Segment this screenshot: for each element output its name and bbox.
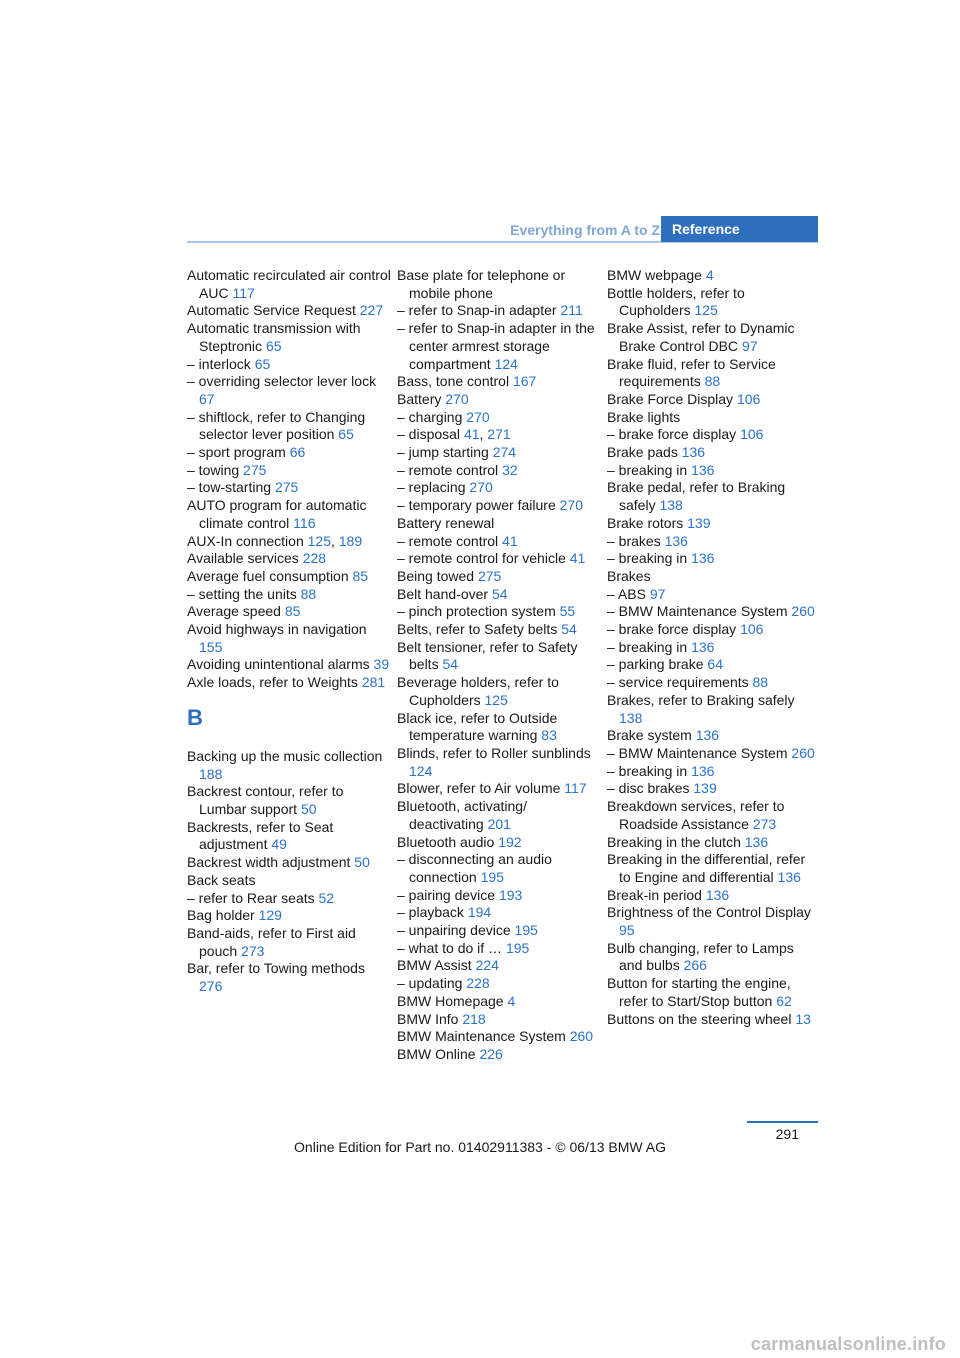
index-entry — [397, 639, 602, 674]
page-reference-link[interactable]: 83 — [541, 727, 557, 744]
page-reference-link[interactable]: 136 — [691, 461, 715, 478]
index-entry-text: – tow-starting — [187, 479, 272, 496]
index-column-2 — [397, 267, 602, 1064]
index-entry — [187, 444, 392, 462]
index-entry-text: Brake rotors — [607, 514, 684, 531]
page-reference-link[interactable]: 13 — [795, 1010, 811, 1027]
index-entry — [607, 674, 819, 692]
index-entry-text: Base plate for telephone or mobile phone — [397, 267, 566, 301]
page-reference-link[interactable]: 124 — [409, 762, 433, 779]
index-entry — [607, 550, 819, 568]
index-entry-text: Brake Force Display — [607, 390, 734, 407]
index-entry-text: Backrests, refer to Seat adjustment — [187, 818, 334, 853]
index-entry-text: Brake system — [607, 727, 692, 744]
page-reference-link[interactable]: 97 — [649, 585, 666, 602]
index-entry-text: Axle loads, refer to Weights — [187, 674, 358, 691]
index-entry — [187, 872, 392, 890]
index-entry — [397, 851, 602, 886]
page-reference-link[interactable]: 136 — [777, 868, 801, 885]
page-reference-link[interactable]: 271 — [487, 426, 511, 443]
page-reference-link[interactable]: 136 — [744, 833, 769, 850]
page-reference-link[interactable]: 106 — [740, 426, 764, 443]
index-entry — [397, 957, 602, 975]
page-reference-link[interactable]: 95 — [619, 922, 635, 939]
page-reference-link[interactable]: 275 — [477, 567, 502, 584]
index-entry — [607, 851, 819, 886]
page-reference-link[interactable]: 136 — [705, 886, 730, 903]
index-entry-text: – remote control — [397, 461, 499, 478]
index-entry-text: Bulb changing, refer to Lamps and bulbs — [607, 939, 794, 974]
index-entry-text: – refer to Rear seats — [187, 889, 315, 906]
index-entry — [397, 373, 602, 391]
index-entry — [397, 798, 602, 833]
index-entry — [607, 798, 819, 833]
page-reference-link[interactable]: 49 — [271, 836, 287, 853]
page-reference-link[interactable]: 270 — [559, 497, 583, 514]
index-entry-text: Belts, refer to Safety belts — [397, 621, 558, 638]
index-entry — [607, 763, 819, 781]
page-reference-link[interactable]: 201 — [487, 815, 511, 832]
page-reference-link[interactable]: 138 — [659, 497, 683, 514]
index-entry-text: Brake lights — [607, 408, 681, 425]
page-reference-link[interactable]: 194 — [467, 904, 492, 921]
index-entry — [607, 479, 819, 514]
index-entry-text: Backrest width adjustment — [187, 854, 351, 871]
index-entry — [187, 783, 392, 818]
index-entry — [397, 409, 602, 427]
index-entry — [397, 1046, 602, 1064]
index-entry — [607, 834, 819, 852]
index-entry-text: Brake pedal, refer to Braking safely — [607, 479, 786, 514]
page-reference-link[interactable]: 276 — [199, 978, 223, 995]
index-entry-text: BMW webpage — [607, 267, 702, 283]
index-entry — [607, 887, 819, 905]
index-entry-text: Buttons on the steering wheel — [607, 1010, 792, 1027]
page-reference-link[interactable]: 88 — [704, 373, 721, 390]
index-entry — [397, 497, 602, 515]
page-reference-link[interactable]: 195 — [505, 939, 530, 956]
index-entry-text: Battery — [397, 390, 442, 407]
index-entry — [187, 907, 392, 925]
page-number: 291 — [775, 1126, 799, 1142]
index-entry-text: – pairing device — [397, 886, 496, 903]
page-reference-link[interactable]: 260 — [791, 603, 815, 620]
page-reference-link[interactable]: 260 — [569, 1028, 594, 1045]
page-reference-link[interactable]: 50 — [300, 800, 317, 817]
page-reference-link[interactable]: 97 — [741, 337, 758, 354]
page-reference-link[interactable]: 195 — [514, 922, 538, 939]
index-entry — [397, 444, 602, 462]
page-reference-link[interactable]: 32 — [502, 461, 518, 478]
page-reference-link[interactable]: 55 — [559, 603, 576, 620]
index-entry-text: – refer to Snap-in adapter in the center armrest storage compartment — [397, 320, 595, 372]
index-entry — [397, 515, 602, 533]
index-entry — [607, 745, 819, 763]
index-entry — [397, 940, 602, 958]
page-reference-link[interactable]: 260 — [791, 744, 815, 761]
index-entry-text: – BMW Maintenance System — [607, 603, 788, 620]
page-reference-link[interactable]: 139 — [693, 780, 717, 797]
index-entry-text: – overriding selector lever lock — [187, 373, 377, 390]
index-entry-text: – updating — [397, 975, 463, 992]
index-entry-text: – breaking in — [607, 638, 688, 655]
page-reference-link[interactable]: 167 — [512, 373, 537, 390]
index-entry-text: Band-aids, refer to First aid pouch — [187, 924, 356, 959]
index-entry — [397, 603, 602, 621]
index-entry-text: Button for starting the engine, refer to Start/Stop button — [607, 975, 791, 1009]
index-entry — [397, 586, 602, 604]
index-entry — [607, 692, 819, 727]
index-entry — [607, 780, 819, 798]
index-entry — [187, 925, 392, 960]
index-entry-text: – remote control for vehicle — [397, 550, 566, 567]
page-reference-link[interactable]: 54 — [442, 656, 459, 673]
section-tab-reference[interactable]: Reference — [661, 216, 818, 242]
index-entry — [607, 356, 819, 391]
index-entry-text: – BMW Maintenance System — [607, 744, 788, 761]
page-reference-link[interactable]: 138 — [619, 709, 643, 726]
index-entry — [397, 533, 602, 551]
page-reference-link[interactable]: 54 — [561, 621, 577, 638]
watermark: carmanualsonline.info — [750, 1334, 946, 1354]
index-entry-text: BMW Info — [397, 1010, 459, 1027]
index-entry — [397, 904, 602, 922]
page-reference-link[interactable]: 129 — [258, 907, 282, 924]
page-reference-link[interactable]: 125 — [694, 302, 718, 319]
page-reference-link[interactable]: 4 — [507, 992, 516, 1009]
index-entry — [187, 320, 392, 355]
page-reference-link[interactable]: 227 — [359, 302, 384, 319]
index-entry — [397, 674, 602, 709]
page-reference-link[interactable]: 124 — [494, 355, 518, 372]
index-entry — [607, 320, 819, 355]
index-entry-text: – service requirements — [607, 674, 749, 691]
page-reference-link[interactable]: 4 — [705, 267, 714, 283]
index-entry-text: – sport program — [187, 444, 286, 461]
index-entry-text: – breaking in — [607, 461, 688, 478]
index-entry — [607, 586, 819, 604]
index-entry-text: AUX-In connection — [187, 532, 304, 549]
index-entry — [397, 975, 602, 993]
index-entry — [187, 656, 392, 674]
page-reference-link[interactable]: 136 — [664, 532, 688, 549]
page-reference-link[interactable]: 117 — [232, 284, 255, 301]
index-entry — [187, 960, 392, 995]
index-entry — [397, 922, 602, 940]
page-reference-link[interactable]: 65 — [338, 426, 354, 443]
page-reference-link[interactable]: 85 — [352, 567, 369, 584]
index-column-3 — [607, 267, 819, 1028]
index-entry-text: Blinds, refer to Roller sunblinds — [397, 744, 591, 761]
index-entry — [397, 267, 602, 302]
index-entry-text: BMW Maintenance System — [397, 1028, 566, 1045]
index-entry — [397, 887, 602, 905]
index-entry-text: Bluetooth audio — [397, 833, 495, 850]
index-entry-text: – disconnecting an audio connection — [397, 851, 552, 885]
index-entry — [607, 515, 819, 533]
index-entry — [607, 267, 819, 285]
index-entry — [397, 834, 602, 852]
index-entry-text: Brake fluid, refer to Service requirements — [607, 355, 776, 390]
page-reference-link[interactable]: 270 — [466, 408, 490, 425]
index-entry-text: Avoiding unintentional alarms — [187, 656, 370, 673]
index-entry — [607, 285, 819, 320]
page-reference-link[interactable]: 136 — [691, 638, 715, 655]
page-reference-link[interactable]: 193 — [498, 886, 523, 903]
index-entry — [607, 444, 819, 462]
index-entry-text: BMW Homepage — [397, 992, 504, 1009]
index-entry-text: Bar, refer to Towing methods — [187, 960, 365, 977]
index-entry-text: – disc brakes — [607, 780, 690, 797]
index-entry-text: – disposal — [397, 426, 461, 443]
index-entry-text: – brake force display — [607, 426, 737, 443]
index-letter-heading: B — [187, 704, 203, 730]
page-reference-link[interactable]: 106 — [736, 390, 761, 407]
index-entry-text: BMW Assist — [397, 957, 472, 974]
index-entry — [397, 621, 602, 639]
page-reference-link[interactable]: 85 — [284, 603, 301, 620]
index-entry-text: Backrest contour, refer to Lumbar support — [187, 783, 344, 817]
page-reference-link[interactable]: 274 — [492, 444, 517, 461]
index-entry-text: Average speed — [187, 603, 281, 620]
index-entry — [607, 426, 819, 444]
index-entry-text: Bluetooth, activating/ deactivating — [397, 798, 527, 832]
page-reference-link[interactable]: 136 — [695, 727, 720, 744]
page-reference-link[interactable]: 88 — [300, 585, 317, 602]
index-entry — [397, 320, 602, 373]
page-reference-link[interactable]: 125 — [307, 532, 331, 549]
index-entry — [187, 890, 392, 908]
index-entry — [187, 568, 392, 586]
page-reference-link[interactable]: 195 — [480, 868, 504, 885]
index-entry — [187, 603, 392, 621]
index-entry-text: Automatic recirculated air control AUC — [187, 267, 391, 301]
index-entry — [397, 550, 602, 568]
index-entry-text: Breaking in the differential, refer to Engine and differential — [607, 851, 806, 885]
page-reference-link[interactable]: 270 — [445, 390, 469, 407]
index-entry-text: Belt hand-over — [397, 585, 489, 602]
page-reference-link[interactable]: 139 — [687, 514, 711, 531]
index-entry — [187, 748, 392, 783]
index-entry-text: Automatic transmission with Steptronic — [187, 320, 361, 354]
index-entry-text: – refer to Snap-in adapter — [397, 302, 557, 319]
index-entry: AUX-In connection 125, 189 — [187, 532, 363, 549]
index-entry — [187, 462, 392, 480]
page-reference-link[interactable]: 106 — [740, 621, 764, 638]
index-entry-text: Break-in period — [607, 886, 702, 903]
index-entry-text: – brakes — [607, 532, 661, 549]
page-reference-link[interactable]: 275 — [243, 461, 267, 478]
index-entry — [397, 993, 602, 1011]
index-entry — [187, 497, 392, 532]
index-entry-text: – breaking in — [607, 762, 688, 779]
index-entry — [187, 356, 392, 374]
page-reference-link[interactable]: 39 — [373, 656, 390, 673]
index-entry-text: – replacing — [397, 479, 466, 496]
index-entry — [607, 639, 819, 657]
index-entry — [187, 267, 392, 302]
index-entry-text: – shiftlock, refer to Changing selector lever position — [187, 408, 366, 443]
index-entry — [397, 302, 602, 320]
index-entry-text: Blower, refer to Air volume — [397, 780, 561, 797]
page-reference-link[interactable]: 64 — [707, 656, 723, 673]
index-entry — [397, 462, 602, 480]
index-entry — [607, 656, 819, 674]
page-reference-link[interactable]: 155 — [199, 638, 223, 655]
index-entry — [607, 391, 819, 409]
page-reference-link[interactable]: 41 — [502, 532, 518, 549]
index-entry-text: Brake Assist, refer to Dynamic Brake Control DBC — [607, 320, 795, 354]
page-reference-link[interactable]: 54 — [491, 585, 508, 602]
page-number-rule — [747, 1121, 818, 1123]
footer-edition-note: Online Edition for Part no. 01402911383 - © 06/13 BMW AG — [294, 1139, 666, 1155]
page-reference-link[interactable]: 136 — [681, 444, 706, 461]
page-reference-link[interactable]: 270 — [469, 479, 493, 496]
index-entry-text: Black ice, refer to Outside temperature warning — [397, 709, 558, 744]
page-reference-link[interactable]: 50 — [354, 854, 370, 871]
page-reference-link[interactable]: 228 — [466, 975, 490, 992]
index-column-1 — [187, 267, 392, 996]
index-entry-text: AUTO program for automatic climate control — [187, 497, 367, 531]
index-entry-text: Bass, tone control — [397, 373, 510, 390]
index-entry-text: – what to do if … — [397, 939, 503, 956]
index-entry-text: Bottle holders, refer to Cupholders — [607, 284, 745, 319]
index-entry-text: – charging — [397, 408, 463, 425]
index-entry — [397, 710, 602, 745]
index-entry: – disposal 41, 271 — [397, 426, 511, 443]
page-reference-link[interactable]: 88 — [752, 674, 769, 691]
page-reference-link[interactable]: 273 — [241, 942, 265, 959]
index-entry — [607, 568, 819, 586]
index-entry-text: – unpairing device — [397, 922, 511, 939]
index-entry-text: – parking brake — [607, 656, 704, 673]
page-reference-link[interactable]: 125 — [484, 691, 508, 708]
page-reference-link[interactable]: 228 — [302, 550, 327, 567]
index-entry — [397, 745, 602, 780]
index-entry-text: Bag holder — [187, 907, 255, 924]
index-entry — [397, 479, 602, 497]
index-entry-text: BMW Online — [397, 1045, 476, 1062]
index-entry-text: Back seats — [187, 871, 256, 888]
page-reference-link[interactable]: 224 — [475, 957, 499, 974]
index-entry-text: Brakes, refer to Braking safely — [607, 691, 795, 708]
index-entry — [607, 940, 819, 975]
index-entry-text: Beverage holders, refer to Cupholders — [397, 674, 559, 708]
page-reference-link[interactable]: 136 — [691, 550, 715, 567]
index-entry-text: Brightness of the Control Display — [607, 904, 811, 921]
index-entry — [607, 1011, 819, 1029]
page-reference-link[interactable]: 273 — [752, 815, 777, 832]
index-entry-text: Brake pads — [607, 444, 678, 461]
index-entry — [607, 533, 819, 551]
page-reference-link[interactable]: 62 — [776, 992, 792, 1009]
index-entry-text: Available services — [187, 550, 299, 567]
page-reference-link[interactable]: 275 — [274, 479, 299, 496]
page-reference-link[interactable]: 266 — [683, 957, 707, 974]
index-entry — [607, 603, 819, 621]
index-entry — [397, 1011, 602, 1029]
index-entry — [607, 462, 819, 480]
index-entry — [187, 409, 392, 444]
index-entry — [187, 819, 392, 854]
index-entry-text: – temporary power failure — [397, 497, 556, 514]
index-entry — [397, 780, 602, 798]
page-reference-link[interactable]: 117 — [564, 780, 587, 797]
index-entry — [187, 479, 392, 497]
index-entry-text: Breakdown services, refer to Roadside Assistance — [607, 798, 785, 832]
page-reference-link[interactable]: 67 — [199, 390, 215, 407]
index-entry-text: – remote control — [397, 532, 499, 549]
index-entry-text: Being towed — [397, 567, 475, 584]
page-reference-link[interactable]: 41 — [463, 426, 480, 443]
page-reference-link[interactable]: 226 — [479, 1045, 503, 1062]
index-entry — [397, 568, 602, 586]
index-entry-text: Automatic Service Request — [187, 302, 356, 319]
index-entry-text: – towing — [187, 461, 240, 478]
index-entry — [607, 904, 819, 939]
index-entry — [187, 586, 392, 604]
index-entry — [397, 391, 602, 409]
page-reference-link[interactable]: 66 — [289, 444, 306, 461]
index-entry-text: – ABS — [607, 585, 646, 602]
index-entry — [607, 409, 819, 427]
index-entry-text: Belt tensioner, refer to Safety belts — [397, 638, 578, 673]
index-entry — [607, 727, 819, 745]
index-entry-text: – interlock — [187, 355, 251, 372]
page-reference-link[interactable]: 189 — [338, 532, 363, 549]
page-reference-link[interactable]: 188 — [199, 765, 223, 782]
index-entry-text: – breaking in — [607, 550, 688, 567]
index-entry — [187, 674, 392, 692]
index-entry-text: Breaking in the clutch — [607, 833, 741, 850]
index-entry — [187, 550, 392, 568]
page-reference-link[interactable]: 116 — [293, 514, 316, 531]
index-entry-text: – jump starting — [397, 444, 489, 461]
page-reference-link[interactable]: 65 — [265, 337, 282, 354]
page-reference-link[interactable]: 211 — [560, 302, 583, 319]
index-entry — [187, 854, 392, 872]
index-entry-text: – setting the units — [187, 585, 297, 602]
index-entry-text: Average fuel consumption — [187, 567, 349, 584]
page-reference-link[interactable]: 41 — [569, 550, 586, 567]
index-entry-text: – brake force display — [607, 621, 737, 638]
index-entry — [187, 621, 392, 656]
index-entry-text: Battery renewal — [397, 514, 495, 531]
index-entry — [187, 373, 392, 408]
page-reference-link[interactable]: 65 — [254, 355, 271, 372]
section-title: Everything from A to Z — [510, 222, 660, 238]
page-reference-link[interactable]: 136 — [691, 762, 715, 779]
page-reference-link[interactable]: 281 — [361, 674, 386, 691]
index-entry-text: – playback — [397, 904, 464, 921]
index-entry — [397, 1028, 602, 1046]
index-entry-text: Backing up the music collection — [187, 747, 383, 764]
index-entry-text: – pinch protection system — [397, 603, 556, 620]
page-reference-link[interactable]: 218 — [462, 1010, 486, 1027]
index-entry-text: Avoid highways in navigation — [187, 621, 367, 638]
index-entry — [607, 975, 819, 1010]
page-reference-link[interactable]: 192 — [498, 833, 522, 850]
index-entry — [187, 302, 392, 320]
page-reference-link[interactable]: 52 — [318, 889, 335, 906]
index-entry — [607, 621, 819, 639]
index-entry-text: Brakes — [607, 567, 651, 584]
